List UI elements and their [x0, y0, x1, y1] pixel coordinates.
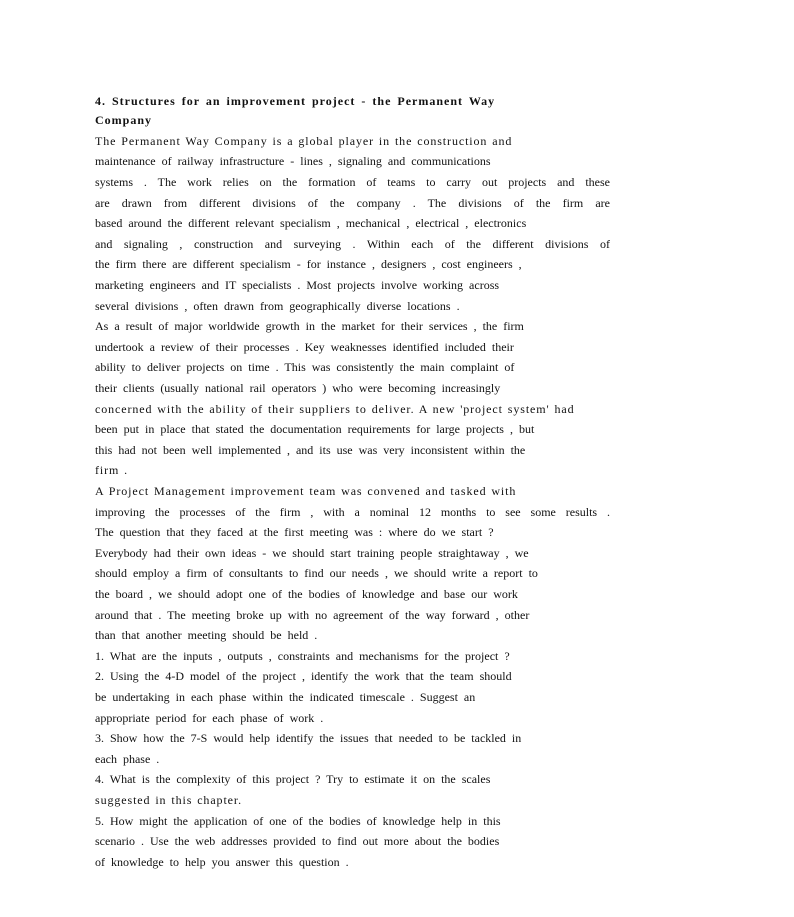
paragraph-line: A Project Management improvement team was convened and tasked with	[95, 484, 517, 498]
paragraph-line: are drawn from different divisions of the company . The divisions of the firm are	[95, 196, 610, 210]
question-line: 2. Using the 4-D model of the project , identify the work that the team should	[95, 669, 512, 683]
paragraph-line: The Permanent Way Company is a global player in the construction and	[95, 134, 513, 148]
paragraph-line: The question that they faced at the first meeting was : where do we start ?	[95, 525, 494, 539]
paragraph-line: marketing engineers and IT specialists . Most projects involve working across	[95, 278, 500, 292]
paragraph-line: their clients (usually national rail operators ) who were becoming increasingly	[95, 381, 501, 395]
paragraph-line: several divisions , often drawn from geographically diverse locations .	[95, 299, 460, 313]
paragraph-line: maintenance of railway infrastructure - lines , signaling and communications	[95, 154, 491, 168]
question-line: each phase .	[95, 752, 160, 766]
paragraph-line: this had not been well implemented , and its use was very inconsistent within the	[95, 443, 526, 457]
paragraph-line: improving the processes of the firm , with a nominal 12 months to see some results .	[95, 505, 610, 519]
question-line: 5. How might the application of one of the bodies of knowledge help in this	[95, 814, 501, 828]
paragraph-line: undertook a review of their processes . Key weaknesses identified included their	[95, 340, 514, 354]
question-line: 3. Show how the 7-S would help identify the issues that needed to be tackled in	[95, 731, 522, 745]
paragraph-line: As a result of major worldwide growth in the market for their services , the firm	[95, 319, 524, 333]
paragraph-line: should employ a firm of consultants to find our needs , we should write a report to	[95, 566, 538, 580]
paragraph-line: firm .	[95, 463, 129, 477]
question-line: appropriate period for each phase of work .	[95, 711, 324, 725]
section-heading: 4. Structures for an improvement project - the Permanent Way	[95, 94, 496, 108]
paragraph-line: and signaling , construction and surveying . Within each of the different divisions of	[95, 237, 610, 251]
paragraph-line: the firm there are different specialism - for instance , designers , cost engineers ,	[95, 257, 522, 271]
question-line: 1. What are the inputs , outputs , constraints and mechanisms for the project ?	[95, 649, 510, 663]
paragraph-line: concerned with the ability of their suppliers to deliver. A new 'project system' had	[95, 402, 575, 416]
section-heading-continued: Company	[95, 113, 153, 127]
paragraph-line: the board , we should adopt one of the bodies of knowledge and base our work	[95, 587, 518, 601]
question-line: suggested in this chapter.	[95, 793, 243, 807]
question-line: 4. What is the complexity of this project ? Try to estimate it on the scales	[95, 772, 491, 786]
paragraph-line: ability to deliver projects on time . This was consistently the main complaint of	[95, 360, 515, 374]
paragraph-line: around that . The meeting broke up with no agreement of the way forward , other	[95, 608, 530, 622]
paragraph-line: than that another meeting should be held .	[95, 628, 318, 642]
question-line: be undertaking in each phase within the indicated timescale . Suggest an	[95, 690, 476, 704]
question-line: of knowledge to help you answer this question .	[95, 855, 349, 869]
paragraph-line: based around the different relevant specialism , mechanical , electrical , electronics	[95, 216, 527, 230]
paragraph-line: systems . The work relies on the formation of teams to carry out projects and these	[95, 175, 610, 189]
paragraph-line: Everybody had their own ideas - we should start training people straightaway , we	[95, 546, 529, 560]
paragraph-line: been put in place that stated the documentation requirements for large projects , but	[95, 422, 535, 436]
question-line: scenario . Use the web addresses provided to find out more about the bodies	[95, 834, 500, 848]
